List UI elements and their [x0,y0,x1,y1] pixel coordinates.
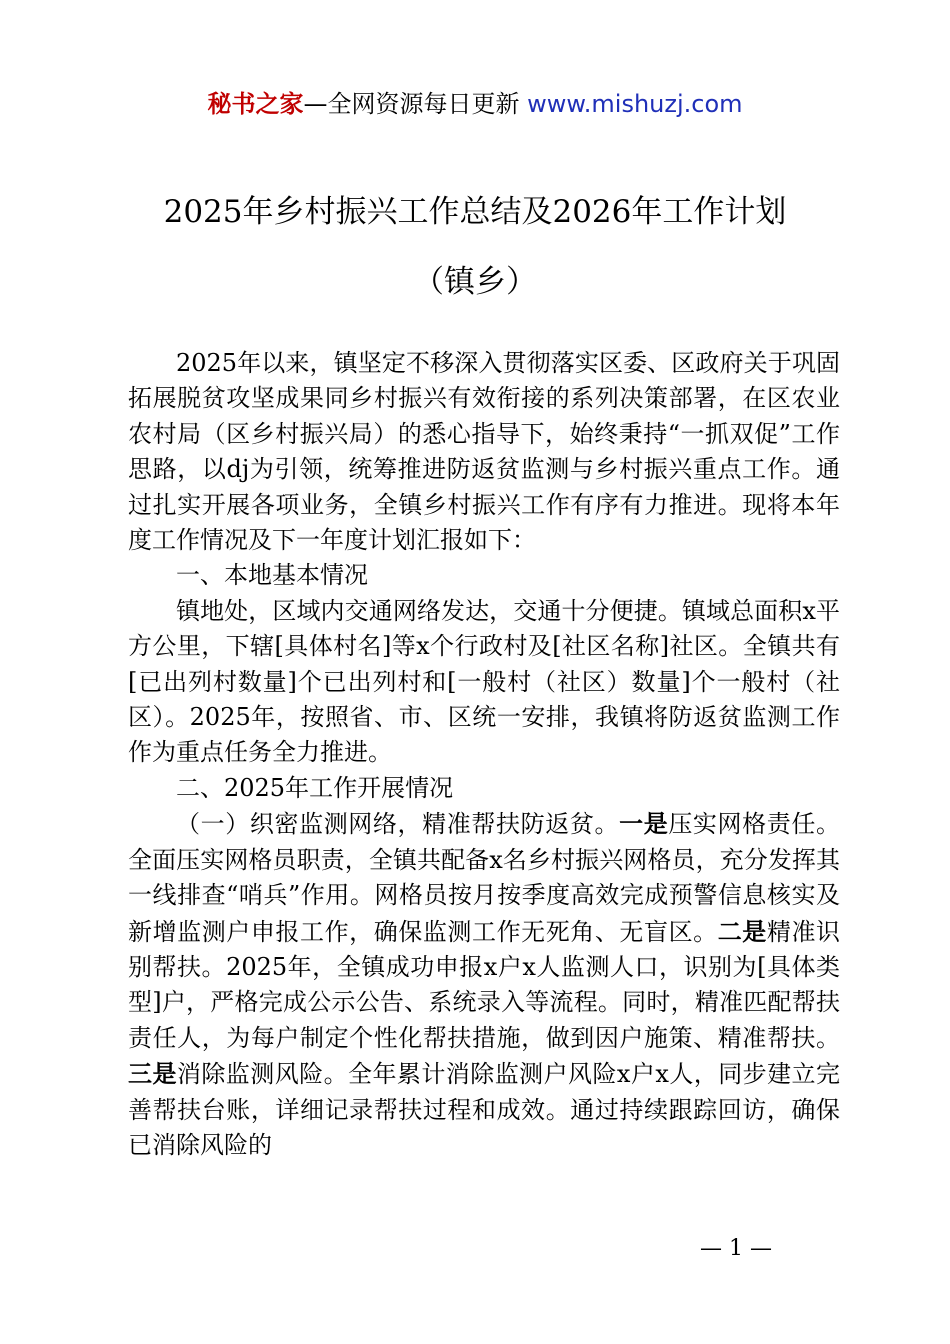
site-brand: 秘书之家 [207,90,304,118]
subsection-heading: （一）织密监测网络，精准帮扶防返贫。 [176,810,620,839]
point-marker-one: 一是 [619,809,669,839]
monitoring-paragraph [128,806,840,1163]
point-marker-two: 二是 [717,916,767,946]
document-body [128,346,840,1163]
page-number: — 1 — [700,1236,772,1261]
section-heading-basic: 一、本地基本情况 [176,561,368,590]
site-tagline: —全网资源每日更新 [303,90,528,118]
point-text-two: 精准识别帮扶。2025年，全镇成功申报x户x人监测人口，识别为[具体类型]户，严格完成公示公告、系统录入等流程。同时，精准匹配帮扶责任人，为每户制定个性化帮扶措施，做到因户施策、精准帮扶。 [128,917,841,1052]
site-url-link[interactable]: www.mishuzj.com [527,90,743,118]
document-subtitle: （镇乡） [413,264,537,300]
basic-info-paragraph: 镇地处，区域内交通网络发达，交通十分便捷。镇域总面积x平方公里，下辖[具体村名]等x个行政村及[社区名称]社区。全镇共有[已出列村数量]个已出列村和[一般村（社区）数量]个一般村（社区）。2025年，按照省、市、区统一安排，我镇将防返贫监测工作作为重点任务全力推进。 [128,596,840,767]
site-header [0,88,950,120]
point-text-one: 压实网格责任。全面压实网格员职责，全镇共配备x名乡村振兴网格员，充分发挥其一线排查“哨兵”作用。网格员按月按季度高效完成预警信息核实及新增监测户申报工作，确保监测工作无死角、无盲区。 [128,810,841,946]
document-title: 2025年乡村振兴工作总结及2026年工作计划 [163,194,787,230]
section-heading-work: 二、2025年工作开展情况 [176,773,454,802]
point-marker-three: 三是 [128,1059,177,1089]
point-text-three: 消除监测风险。全年累计消除监测户风险x户x人，同步建立完善帮扶台账，详细记录帮扶过程和成效。通过持续跟踪回访，确保已消除风险的 [128,1060,841,1159]
intro-paragraph: 2025年以来，镇坚定不移深入贯彻落实区委、区政府关于巩固拓展脱贫攻坚成果同乡村振兴有效衔接的系列决策部署，在区农业农村局（区乡村振兴局）的悉心指导下，始终秉持“一抓双促”工作思路，以dj为引领，统筹推进防返贫监测与乡村振兴重点工作。通过扎实开展各项业务，全镇乡村振兴工作有序有力推进。现将本年度工作情况及下一年度计划汇报如下： [128,349,840,555]
